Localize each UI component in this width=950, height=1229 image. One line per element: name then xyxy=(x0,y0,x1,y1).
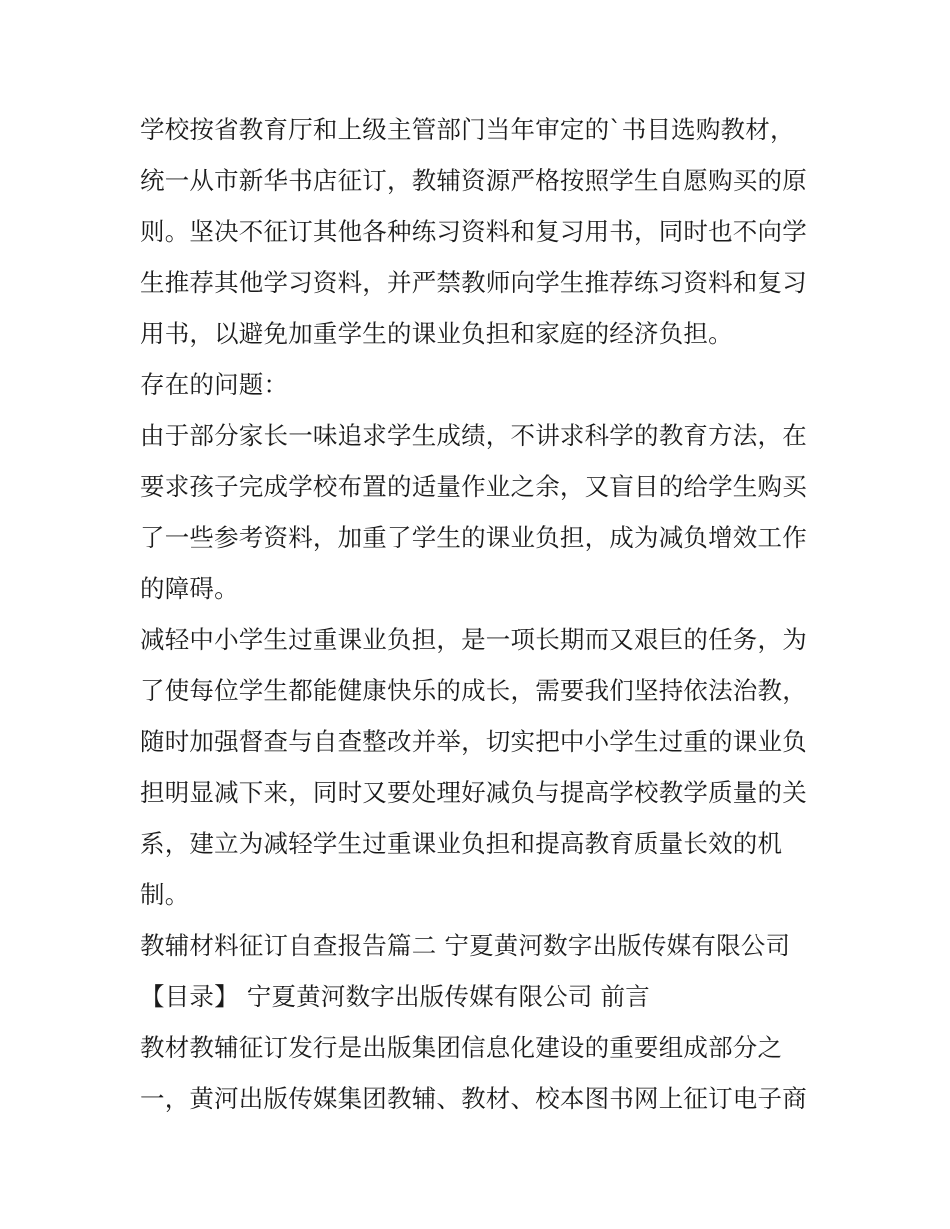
table-of-contents-line: 【目录】 宁夏黄河数字出版传媒有限公司 前言 xyxy=(140,982,650,1011)
text-line: 教材教辅征订发行是出版集团信息化建设的重要组成部分之 xyxy=(140,1033,783,1062)
document-body xyxy=(140,104,810,1124)
text-line: 随时加强督查与自查整改并举，切实把中小学生过重的课业负 xyxy=(140,727,807,756)
text-line: 学校按省教育厅和上级主管部门当年审定的`书目选购教材， xyxy=(140,115,795,144)
text-line: 一，黄河出版传媒集团教辅、教材、校本图书网上征订电子商 xyxy=(140,1084,807,1113)
text-line: 用书，以避免加重学生的课业负担和家庭的经济负担。 xyxy=(140,319,733,348)
text-line: 要求孩子完成学校布置的适量作业之余，又盲目的给学生购买 xyxy=(140,472,807,501)
text-line: 担明显减下来，同时又要处理好减负与提高学校教学质量的关 xyxy=(140,778,807,807)
section-title: 教辅材料征订自查报告篇二 宁夏黄河数字出版传媒有限公司 xyxy=(140,931,791,960)
text-line: 了一些参考资料，加重了学生的课业负担，成为减负增效工作 xyxy=(140,523,807,552)
text-line: 制。 xyxy=(140,880,190,909)
text-line: 系，建立为减轻学生过重课业负担和提高教育质量长效的机 xyxy=(140,829,783,858)
text-line: 生推荐其他学习资料，并严禁教师向学生推荐练习资料和复习 xyxy=(140,268,807,297)
text-line: 统一从市新华书店征订，教辅资源严格按照学生自愿购买的原 xyxy=(140,166,807,195)
text-line: 减轻中小学生过重课业负担，是一项长期而又艰巨的任务，为 xyxy=(140,625,807,654)
text-line: 的障碍。 xyxy=(140,574,239,603)
text-line: 由于部分家长一味追求学生成绩，不讲求科学的教育方法，在 xyxy=(140,421,807,450)
text-line: 则。坚决不征订其他各种练习资料和复习用书，同时也不向学 xyxy=(140,217,807,246)
text-line: 了使每位学生都能健康快乐的成长，需要我们坚持依法治教， xyxy=(140,676,807,705)
section-heading: 存在的问题： xyxy=(140,370,289,399)
